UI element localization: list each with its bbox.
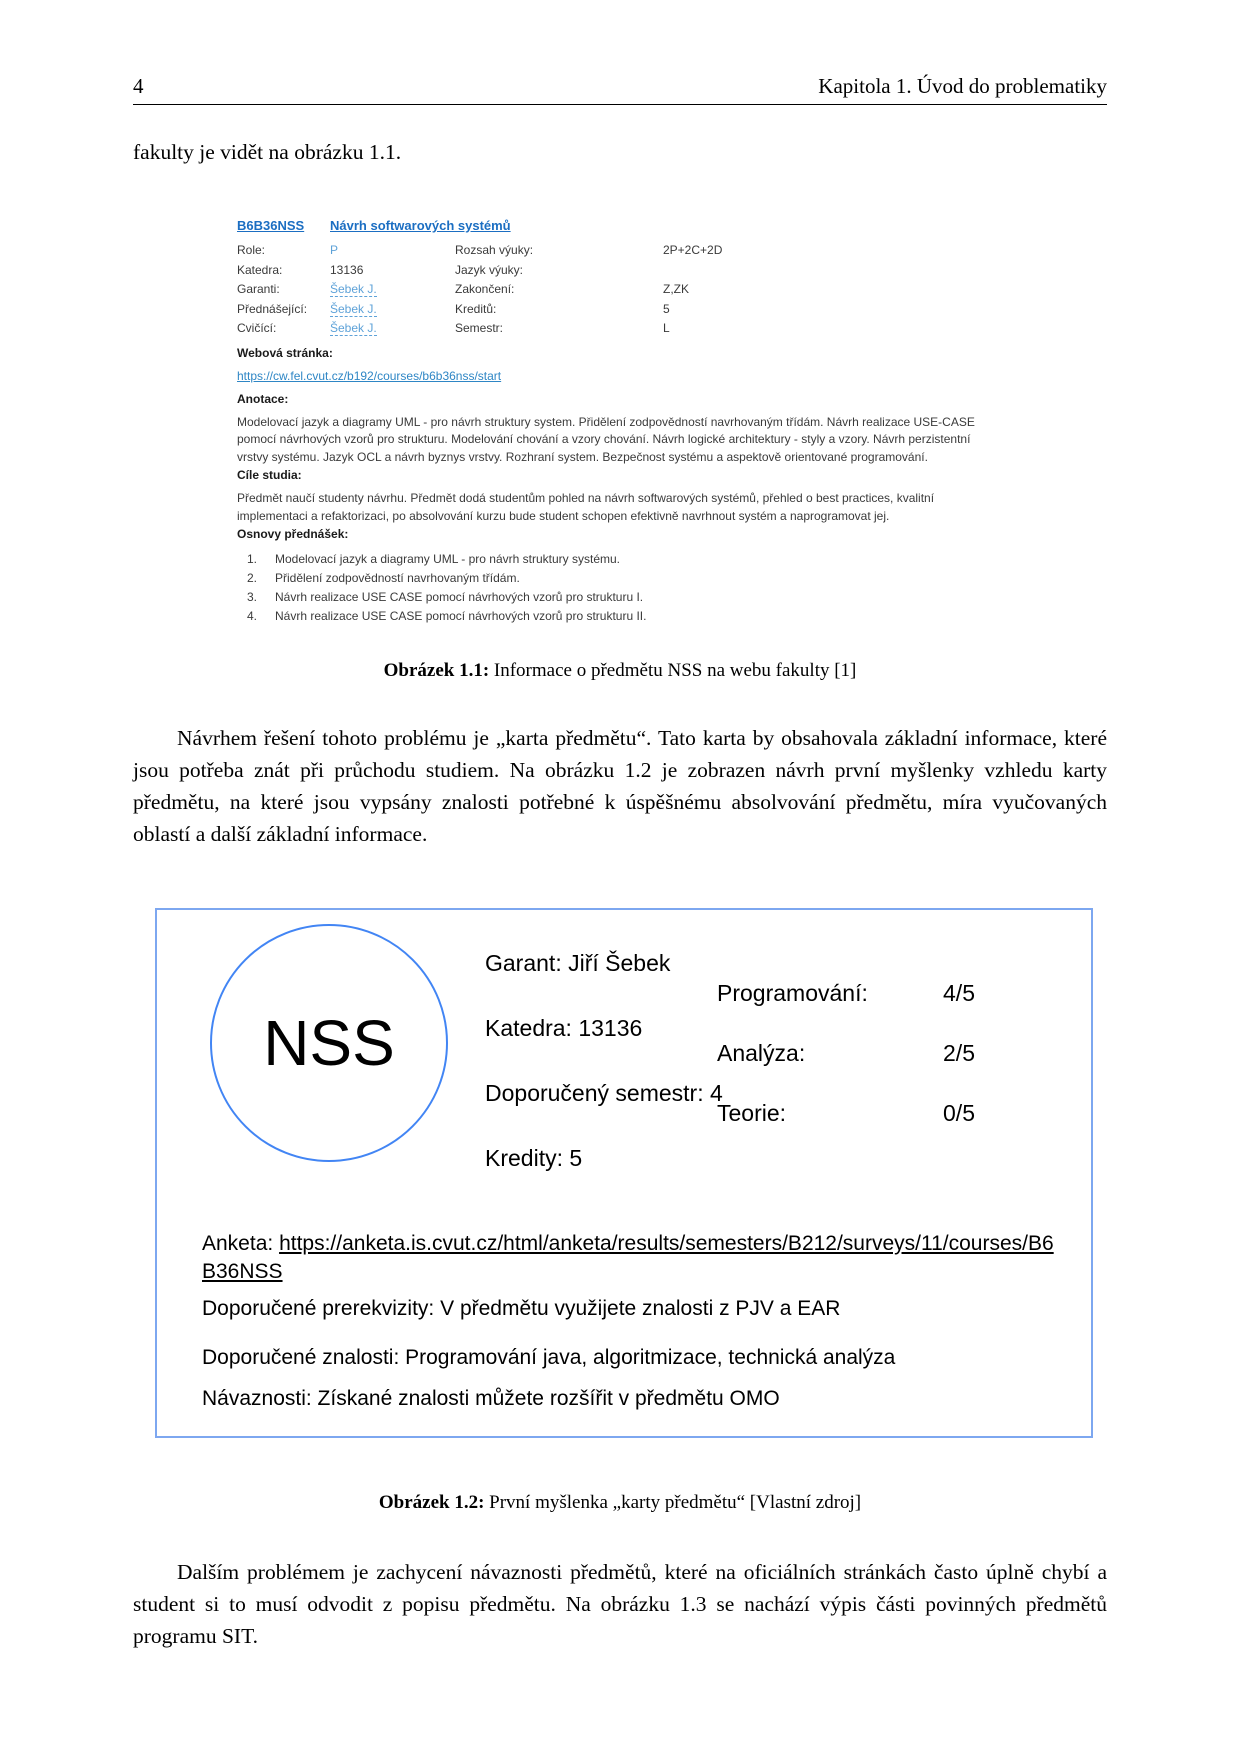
card-info-column <box>485 950 723 1210</box>
syllabus-item-number: 3. <box>247 590 258 604</box>
caption-label: Obrázek 1.1: <box>383 660 490 681</box>
figure-caption-1 <box>133 660 1107 682</box>
figure-caption-2 <box>133 1492 1107 1514</box>
syllabus-item <box>247 590 992 604</box>
skill-value: 0/5 <box>943 1100 975 1126</box>
syllabus-item-text: Návrh realizace USE CASE pomocí návrhových vzorů pro strukturu II. <box>275 609 647 623</box>
caption-text: První myšlenka „karty předmětu“ [Vlastní zdroj] <box>484 1492 862 1513</box>
prerequisites-line: Doporučené prerekvizity: V předmětu využijete znalosti z PJV a EAR <box>202 1297 841 1320</box>
syllabus-list <box>237 552 992 623</box>
course-info-table <box>237 243 992 336</box>
card-info-line: Doporučený semestr: 4 <box>485 1080 723 1106</box>
info-label: Cvičící: <box>237 321 277 335</box>
syllabus-item-number: 1. <box>247 552 258 566</box>
info-value: 2P+2C+2D <box>663 243 723 257</box>
lecturer-link[interactable]: Šebek J. <box>330 321 377 335</box>
syllabus-item-text: Přidělení zodpovědností navrhovaným třídám. <box>275 571 520 585</box>
followup-line: Návaznosti: Získané znalosti můžete rozšířit v předmětu OMO <box>202 1387 780 1410</box>
running-head <box>133 74 1107 105</box>
skill-label: Analýza: <box>717 1040 806 1066</box>
syllabus-item <box>247 571 992 585</box>
body-paragraph: Návrhem řešení tohoto problému je „karta předmětu“. Tato karta by obsahovala základní informace, které jsou potřeba znát při průchodu studiem. Na obrázku 1.2 je zobrazen návrh první myšlenky vzhledu karty předmětu, na které jsou vypsány znalosti potřebné k úspěšnému absolvování předmětu, míra vyučovaných oblastí a další základní informace. <box>133 726 1107 846</box>
survey-line <box>202 1230 1064 1286</box>
syllabus-item <box>247 609 992 623</box>
course-name-link[interactable]: Návrh softwarových systémů <box>330 218 511 233</box>
course-url-link[interactable]: https://cw.fel.cvut.cz/b192/courses/b6b36nss/start <box>237 368 502 383</box>
course-card <box>155 908 1093 1438</box>
skill-label: Programování: <box>717 980 868 1006</box>
lecturer-link[interactable]: Šebek J. <box>330 301 377 316</box>
goals-text: Předmět naučí studenty návrhu. Předmět dodá studentům pohled na návrh softwarových systémů, přehled o best practices, kvalitní implementaci a refaktorizaci, po absolvování kurzu bude student schopen efektivně navrhnout systém a naprogramovat jej. <box>237 491 935 523</box>
goals-heading: Cíle studia: <box>237 468 302 482</box>
syllabus-item-number: 2. <box>247 571 258 585</box>
figure-course-info <box>237 218 992 628</box>
info-value: 5 <box>663 301 670 316</box>
syllabus-heading: Osnovy přednášek: <box>237 527 349 541</box>
caption-text: Informace o předmětu NSS na webu fakulty [1] <box>489 660 857 681</box>
syllabus-item-number: 4. <box>247 609 258 623</box>
skill-row <box>717 1100 975 1127</box>
website-heading: Webová stránka: <box>237 345 333 360</box>
annotation-heading: Anotace: <box>237 391 289 406</box>
body-paragraph: Dalším problémem je zachycení návaznosti předmětů, které na oficiálních stránkách často úplně chybí a student si to musí odvodit z popisu předmětu. Na obrázku 1.3 se nachází výpis části povinných předmětů programu SIT. <box>133 1560 1107 1648</box>
intro-line: fakulty je vidět na obrázku 1.1. <box>133 140 402 164</box>
info-label: Zakončení: <box>455 282 515 296</box>
info-value: L <box>663 321 670 335</box>
survey-url-link[interactable]: https://anketa.is.cvut.cz/html/anketa/results/semesters/B212/surveys/11/courses/B6B36NSS <box>202 1232 1054 1283</box>
chapter-title: Kapitola 1. Úvod do problematiky <box>818 74 1107 98</box>
annotation-text: Modelovací jazyk a diagramy UML - pro návrh struktury system. Přidělení zodpovědností navrhovaným třídám. Návrh realizace USE-CASE pomocí návrhových vzorů pro strukturu. Modelování chování a vzory chování. Návrh logické architektury - styly a vzory. Návrh perzistentní vrstvy systému. Jazyk OCL a návrh byznys vrstvy. Rozhraní system. Bezpečnost systému a aspektově orientované programování. <box>237 414 975 464</box>
skill-label: Teorie: <box>717 1100 787 1126</box>
skill-value: 2/5 <box>943 1040 975 1066</box>
info-label: Katedra: <box>237 262 283 277</box>
info-value: Z,ZK <box>663 282 689 296</box>
card-info-line: Garant: Jiří Šebek <box>485 950 671 976</box>
info-label: Role: <box>237 243 266 257</box>
course-abbreviation: NSS <box>263 1007 395 1079</box>
lecturer-link[interactable]: Šebek J. <box>330 282 377 296</box>
course-header-row <box>237 218 992 233</box>
card-info-line: Katedra: 13136 <box>485 1015 643 1041</box>
info-value: 13136 <box>330 262 364 277</box>
info-label: Přednášející: <box>237 301 308 316</box>
syllabus-item-text: Návrh realizace USE CASE pomocí návrhových vzorů pro strukturu I. <box>275 590 644 604</box>
info-label: Garanti: <box>237 282 280 296</box>
skill-value: 4/5 <box>943 980 975 1006</box>
course-badge-circle <box>210 924 448 1162</box>
syllabus-item-text: Modelovací jazyk a diagramy UML - pro návrh struktury systému. <box>275 552 621 566</box>
card-info-line: Kredity: 5 <box>485 1145 583 1171</box>
info-label: Kreditů: <box>455 301 497 316</box>
caption-label: Obrázek 1.2: <box>378 1492 485 1513</box>
course-code-link[interactable]: B6B36NSS <box>237 218 305 233</box>
card-skills-column <box>717 980 975 1160</box>
survey-label: Anketa: <box>202 1232 280 1255</box>
skill-row <box>717 980 975 1007</box>
info-value: P <box>330 243 339 257</box>
info-value <box>663 263 992 278</box>
page-number: 4 <box>133 74 144 98</box>
info-label: Rozsah výuky: <box>455 243 534 257</box>
skill-row <box>717 1040 975 1067</box>
info-label: Semestr: <box>455 321 504 335</box>
info-label: Jazyk výuky: <box>455 262 524 277</box>
syllabus-item <box>247 552 992 566</box>
knowledge-line: Doporučené znalosti: Programování java, algoritmizace, technická analýza <box>202 1346 896 1369</box>
